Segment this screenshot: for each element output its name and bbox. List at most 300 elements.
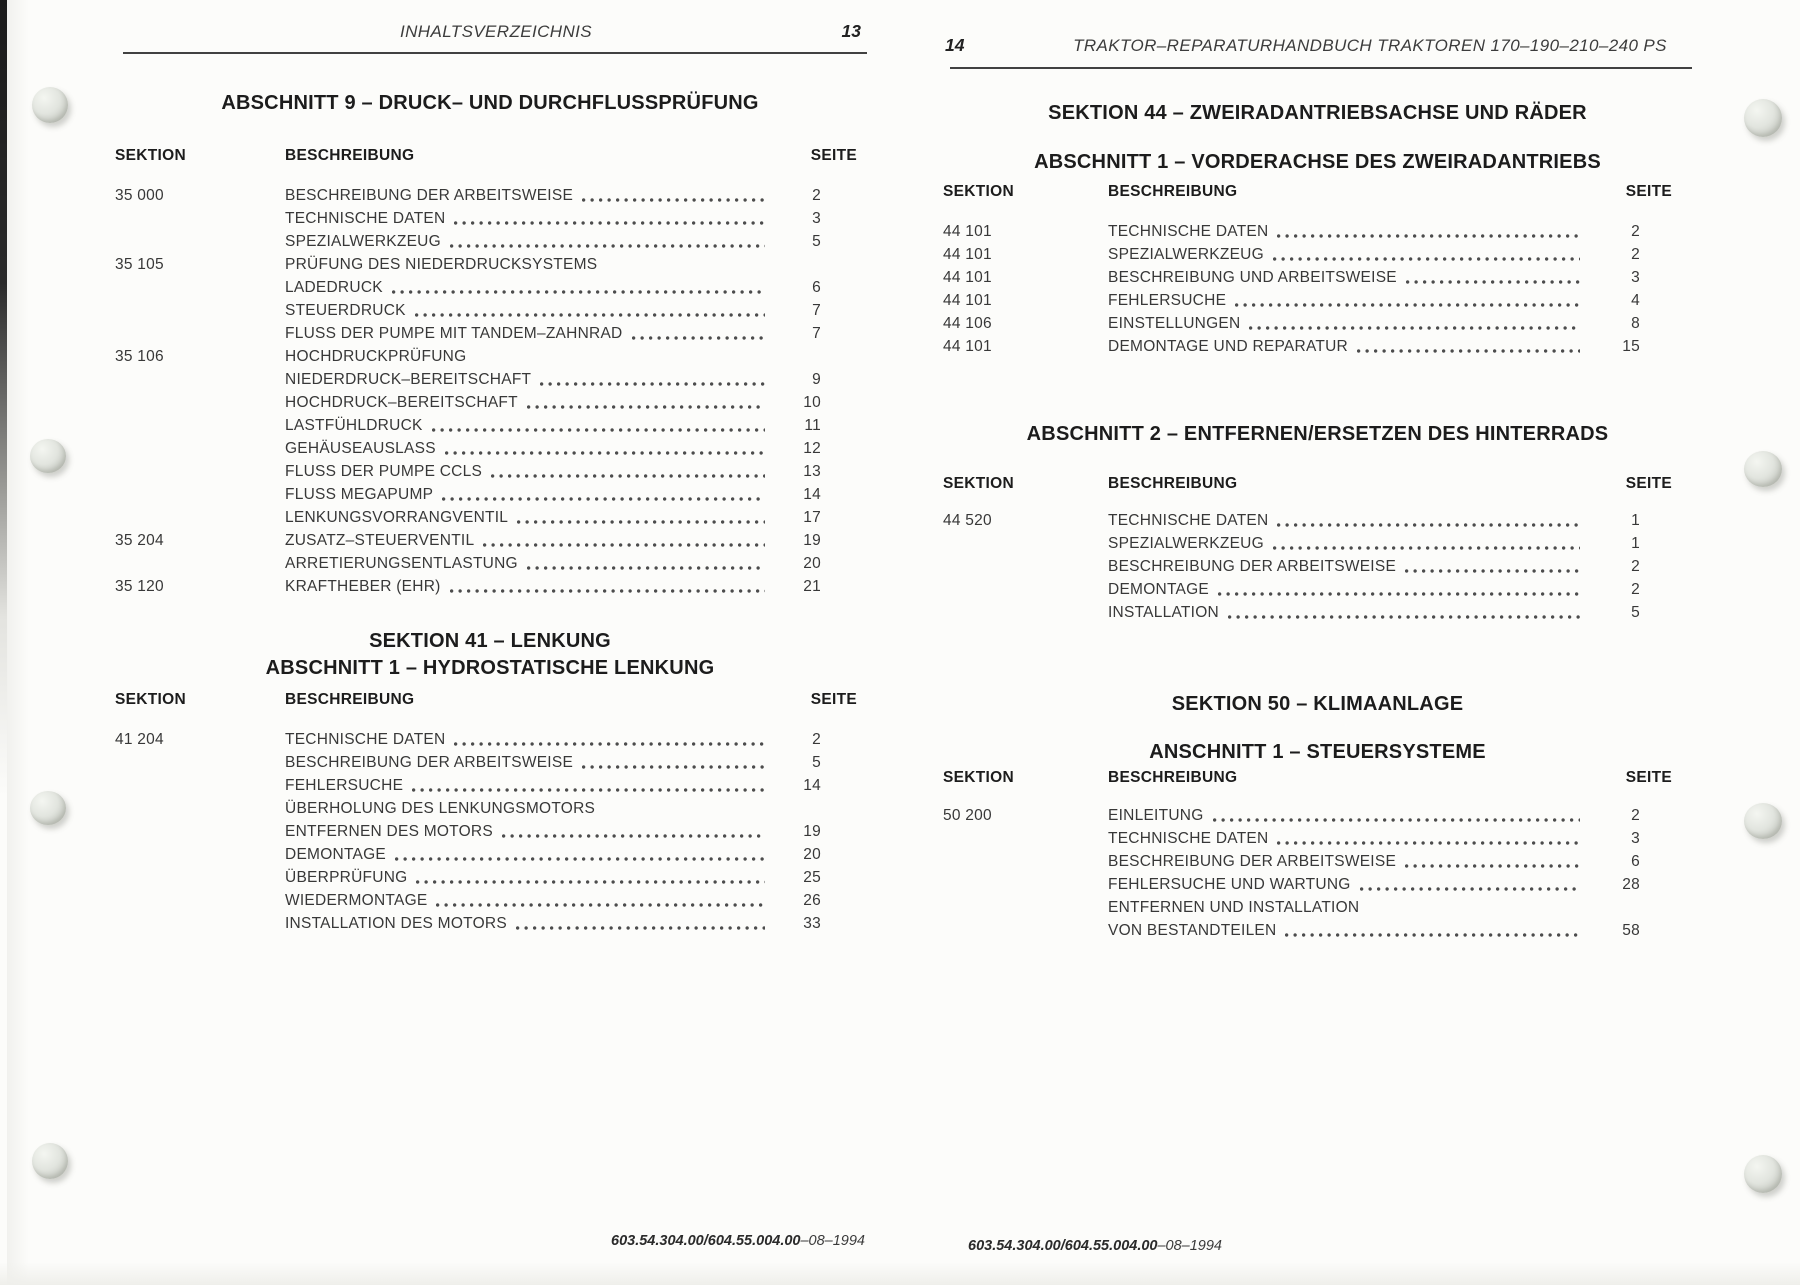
toc-row: [115, 506, 857, 529]
toc-row: [943, 873, 1672, 896]
row-sektion-code: [115, 299, 285, 322]
row-page-number: 1: [1631, 535, 1640, 552]
row-page-number: 10: [803, 394, 821, 411]
row-description-text: DEMONTAGE UND REPARATUR: [1108, 338, 1348, 355]
binder-hole: [1744, 1155, 1782, 1193]
row-description-text: WIEDERMONTAGE: [285, 892, 428, 909]
row-description: [285, 345, 767, 368]
column-header-beschreibung: BESCHREIBUNG: [1108, 183, 1238, 200]
row-description-text: TECHNISCHE DATEN: [1108, 223, 1269, 240]
toc-row: [943, 266, 1672, 289]
row-description: [1108, 873, 1582, 896]
row-description: [1108, 896, 1582, 919]
row-description-text: LASTFÜHLDRUCK: [285, 417, 423, 434]
row-description: [285, 866, 767, 889]
row-sektion-code: [115, 483, 285, 506]
row-description-text: ENTFERNEN UND INSTALLATION: [1108, 899, 1360, 916]
row-sektion-code: [115, 322, 285, 345]
toc-row: [115, 774, 857, 797]
dot-leader: [392, 289, 765, 295]
toc-row: [115, 345, 857, 368]
dot-leader: [442, 496, 765, 502]
row-description: [285, 253, 767, 276]
row-description: [285, 483, 767, 506]
row-sektion-code: 50 200: [943, 807, 992, 824]
column-header-sektion: SEKTION: [943, 183, 1014, 200]
row-sektion-code: [115, 820, 285, 843]
row-page-number: 19: [803, 532, 821, 549]
row-description: [1108, 266, 1582, 289]
toc-row: [943, 827, 1672, 850]
row-sektion-code: 44 520: [943, 512, 992, 529]
row-description-text: BESCHREIBUNG DER ARBEITSWEISE: [1108, 853, 1397, 870]
row-page-number: 14: [803, 486, 821, 503]
footer-code-right: 603.54.304.00/604.55.004.00: [968, 1238, 1158, 1254]
toc-row: [115, 575, 857, 598]
toc-row: [115, 751, 857, 774]
row-sektion-code: [115, 506, 285, 529]
row-sektion-code: [115, 207, 285, 230]
row-page-number: 33: [803, 915, 821, 932]
row-sektion-code: 35 000: [115, 187, 164, 204]
row-sektion-code: 35 105: [115, 256, 164, 273]
dot-leader: [454, 220, 765, 226]
row-page-number: [767, 345, 857, 368]
binder-hole: [30, 791, 66, 825]
section-title: SEKTION 41 – LENKUNG: [369, 630, 611, 652]
dot-leader: [632, 335, 766, 341]
dot-leader: [483, 542, 765, 548]
row-description-text: VON BESTANDTEILEN: [1108, 922, 1277, 939]
toc-row: [943, 804, 1672, 827]
row-description: [285, 207, 767, 230]
toc-row: [115, 207, 857, 230]
row-description: [1108, 578, 1582, 601]
toc-section: [930, 691, 1705, 942]
page-number-left: 13: [841, 21, 861, 41]
row-description: [1108, 919, 1582, 942]
dot-leader: [415, 312, 765, 318]
running-header-right: TRAKTOR–REPARATURHANDBUCH TRAKTOREN 170–190–210–240 PS: [1073, 36, 1667, 55]
row-description: [1108, 289, 1582, 312]
row-page-number: 2: [1631, 223, 1640, 240]
dot-leader: [1277, 840, 1580, 846]
row-description-text: SPEZIALWERKZEUG: [1108, 246, 1264, 263]
row-sektion-code: 35 120: [115, 578, 164, 595]
row-sektion-code: [115, 276, 285, 299]
column-header-row: [115, 691, 857, 728]
dot-leader: [1360, 886, 1580, 892]
row-description-text: BESCHREIBUNG DER ARBEITSWEISE: [1108, 558, 1397, 575]
row-description-text: KRAFTHEBER (EHR): [285, 578, 441, 595]
row-description: [285, 751, 767, 774]
footer-code-left: 603.54.304.00/604.55.004.00: [611, 1233, 801, 1249]
row-description-text: INSTALLATION DES MOTORS: [285, 915, 507, 932]
toc-row: [943, 289, 1672, 312]
toc-row: [115, 483, 857, 506]
row-sektion-code: 44 101: [943, 338, 992, 355]
row-page-number: 2: [1631, 558, 1640, 575]
dot-leader: [1273, 256, 1580, 262]
row-sektion-code: [943, 896, 1108, 919]
row-description-text: FEHLERSUCHE: [1108, 292, 1227, 309]
row-description-text: FLUSS DER PUMPE MIT TANDEM–ZAHNRAD: [285, 325, 623, 342]
row-description: [285, 368, 767, 391]
toc-row: [115, 322, 857, 345]
row-sektion-code: [943, 532, 1108, 555]
page-footer-right: [968, 1238, 1222, 1254]
row-description: [1108, 532, 1582, 555]
row-description-text: BESCHREIBUNG UND ARBEITSWEISE: [1108, 269, 1397, 286]
row-description: [285, 529, 767, 552]
header-rule-right: [950, 67, 1692, 69]
row-page-number: 3: [812, 210, 821, 227]
row-description-text: NIEDERDRUCK–BEREITSCHAFT: [285, 371, 532, 388]
row-description: [285, 506, 767, 529]
footer-date-left: –08–1994: [800, 1233, 865, 1249]
toc-section: [95, 90, 885, 598]
dot-leader: [436, 902, 765, 908]
row-description-text: STEUERDRUCK: [285, 302, 406, 319]
toc-row: [115, 230, 857, 253]
row-description: [285, 774, 767, 797]
toc-row: [115, 529, 857, 552]
row-description: [285, 552, 767, 575]
toc-row: [115, 391, 857, 414]
row-sektion-code: 44 101: [943, 269, 992, 286]
row-sektion-code: [115, 912, 285, 935]
section-title: SEKTION 44 – ZWEIRADANTRIEBSACHSE UND RÄDER: [1048, 102, 1587, 124]
row-description: [285, 797, 767, 820]
row-page-number: 2: [1631, 246, 1640, 263]
scan-shading-left: [7, 0, 29, 1285]
row-sektion-code: [115, 866, 285, 889]
row-description: [285, 276, 767, 299]
row-sektion-code: [115, 368, 285, 391]
dot-leader: [445, 450, 765, 456]
toc-row: [115, 866, 857, 889]
dot-leader: [516, 925, 765, 931]
toc-row: [115, 299, 857, 322]
toc-row: [115, 912, 857, 935]
row-sektion-code: 44 101: [943, 292, 992, 309]
row-sektion-code: [943, 827, 1108, 850]
row-description-text: FLUSS MEGAPUMP: [285, 486, 434, 503]
row-description-text: TECHNISCHE DATEN: [285, 731, 446, 748]
column-header-seite: SEITE: [1625, 769, 1672, 786]
section-title: ABSCHNITT 1 – HYDROSTATISCHE LENKUNG: [265, 657, 715, 679]
row-page-number: 7: [812, 325, 821, 342]
row-description-text: ÜBERHOLUNG DES LENKUNGSMOTORS: [285, 800, 596, 817]
toc-row: [943, 601, 1672, 624]
row-sektion-code: 44 101: [943, 246, 992, 263]
row-page-number: 9: [812, 371, 821, 388]
binder-hole: [1744, 99, 1782, 137]
page-footer-left: [611, 1233, 865, 1249]
row-sektion-code: [943, 873, 1108, 896]
row-page-number: 3: [1631, 269, 1640, 286]
dot-leader: [395, 856, 765, 862]
dot-leader: [1277, 522, 1580, 528]
row-page-number: 14: [803, 777, 821, 794]
toc-row: [943, 220, 1672, 243]
toc-row: [943, 312, 1672, 335]
row-page-number: 15: [1622, 338, 1640, 355]
column-header-row: [943, 769, 1672, 804]
toc-section: [930, 100, 1705, 358]
row-description: [1108, 509, 1582, 532]
row-sektion-code: 35 106: [115, 348, 164, 365]
dot-leader: [1277, 233, 1580, 239]
dot-leader: [491, 473, 765, 479]
row-description-text: PRÜFUNG DES NIEDERDRUCKSYSTEMS: [285, 256, 598, 273]
row-page-number: 20: [803, 846, 821, 863]
dot-leader: [527, 565, 765, 571]
dot-leader: [1213, 817, 1580, 823]
row-page-number: 5: [1631, 604, 1640, 621]
dot-leader: [540, 381, 765, 387]
row-description: [285, 322, 767, 345]
section-title: ANSCHNITT 1 – STEUERSYSTEME: [1149, 741, 1486, 763]
row-page-number: 2: [1631, 807, 1640, 824]
row-description-text: TECHNISCHE DATEN: [285, 210, 446, 227]
binder-hole: [32, 1143, 68, 1179]
row-sektion-code: 44 101: [943, 223, 992, 240]
row-page-number: 26: [803, 892, 821, 909]
column-header-row: [115, 147, 857, 184]
toc-row: [943, 335, 1672, 358]
dot-leader: [1249, 325, 1580, 331]
row-page-number: 13: [803, 463, 821, 480]
header-rule-left: [123, 52, 867, 54]
column-header-row: [943, 183, 1672, 220]
row-description: [285, 820, 767, 843]
toc-section: [930, 421, 1705, 624]
row-page-number: [1582, 896, 1672, 919]
row-description-text: EINLEITUNG: [1108, 807, 1204, 824]
row-sektion-code: [943, 555, 1108, 578]
row-sektion-code: [115, 460, 285, 483]
row-description-text: FEHLERSUCHE: [285, 777, 404, 794]
row-description-text: FEHLERSUCHE UND WARTUNG: [1108, 876, 1351, 893]
row-description-text: ARRETIERUNGSENTLASTUNG: [285, 555, 518, 572]
row-description-text: TECHNISCHE DATEN: [1108, 512, 1269, 529]
page-number-right: 14: [945, 35, 965, 55]
dot-leader: [1228, 614, 1580, 620]
row-page-number: 20: [803, 555, 821, 572]
dot-leader: [1405, 568, 1580, 574]
row-sektion-code: [943, 850, 1108, 873]
column-header-seite: SEITE: [810, 691, 857, 708]
row-description: [1108, 827, 1582, 850]
column-header-beschreibung: BESCHREIBUNG: [285, 147, 415, 164]
row-sektion-code: [115, 414, 285, 437]
toc-row: [115, 460, 857, 483]
row-sektion-code: [115, 391, 285, 414]
row-description-text: HOCHDRUCK–BEREITSCHAFT: [285, 394, 518, 411]
dot-leader: [582, 197, 765, 203]
column-header-sektion: SEKTION: [115, 691, 186, 708]
row-page-number: 19: [803, 823, 821, 840]
toc-row: [115, 728, 857, 751]
row-description: [1108, 243, 1582, 266]
row-description: [1108, 804, 1582, 827]
column-header-beschreibung: BESCHREIBUNG: [1108, 769, 1238, 786]
row-sektion-code: [115, 774, 285, 797]
dot-leader: [1218, 591, 1580, 597]
row-description-text: BESCHREIBUNG DER ARBEITSWEISE: [285, 754, 574, 771]
row-description: [285, 912, 767, 935]
row-description-text: BESCHREIBUNG DER ARBEITSWEISE: [285, 187, 574, 204]
row-sektion-code: [115, 797, 285, 820]
row-description: [285, 414, 767, 437]
row-description-text: SPEZIALWERKZEUG: [285, 233, 441, 250]
toc-row: [115, 437, 857, 460]
column-header-seite: SEITE: [1625, 475, 1672, 492]
row-page-number: 2: [1631, 581, 1640, 598]
dot-leader: [450, 588, 765, 594]
row-sektion-code: 35 204: [115, 532, 164, 549]
dot-leader: [412, 787, 765, 793]
toc-row: [115, 414, 857, 437]
row-page-number: 1: [1631, 512, 1640, 529]
row-sektion-code: [943, 919, 1108, 942]
dot-leader: [450, 243, 765, 249]
scanner-edge-strip: [0, 0, 7, 1285]
binder-hole: [1744, 803, 1782, 839]
row-sektion-code: [943, 601, 1108, 624]
row-description-text: EINSTELLUNGEN: [1108, 315, 1241, 332]
row-sektion-code: 41 204: [115, 731, 164, 748]
column-header-seite: SEITE: [1625, 183, 1672, 200]
row-page-number: 28: [1622, 876, 1640, 893]
row-description-text: ENTFERNEN DES MOTORS: [285, 823, 493, 840]
dot-leader: [454, 741, 765, 747]
row-sektion-code: [115, 889, 285, 912]
toc-row: [115, 552, 857, 575]
toc-row: [115, 253, 857, 276]
column-header-row: [943, 475, 1672, 509]
row-description: [285, 299, 767, 322]
row-description-text: INSTALLATION: [1108, 604, 1219, 621]
footer-date-right: –08–1994: [1157, 1238, 1222, 1254]
row-description-text: DEMONTAGE: [1108, 581, 1209, 598]
toc-row: [943, 532, 1672, 555]
row-sektion-code: [115, 751, 285, 774]
binder-hole: [30, 439, 66, 473]
dot-leader: [416, 879, 765, 885]
row-description-text: ZUSATZ–STEUERVENTIL: [285, 532, 475, 549]
row-description-text: GEHÄUSEAUSLASS: [285, 440, 436, 457]
row-description: [1108, 312, 1582, 335]
row-description: [1108, 601, 1582, 624]
row-page-number: 12: [803, 440, 821, 457]
column-header-seite: SEITE: [810, 147, 857, 164]
row-description: [285, 575, 767, 598]
row-description-text: LADEDRUCK: [285, 279, 383, 296]
column-header-beschreibung: BESCHREIBUNG: [1108, 475, 1238, 492]
row-sektion-code: [943, 578, 1108, 601]
toc-row: [943, 919, 1672, 942]
row-page-number: 17: [803, 509, 821, 526]
row-page-number: 25: [803, 869, 821, 886]
row-description: [285, 391, 767, 414]
row-description: [285, 889, 767, 912]
row-page-number: 58: [1622, 922, 1640, 939]
dot-leader: [1406, 279, 1580, 285]
toc-section: [95, 628, 885, 935]
binder-hole: [1744, 451, 1782, 487]
row-page-number: 2: [812, 187, 821, 204]
toc-row: [943, 555, 1672, 578]
column-header-sektion: SEKTION: [943, 475, 1014, 492]
dot-leader: [432, 427, 765, 433]
dot-leader: [527, 404, 765, 410]
row-sektion-code: [115, 437, 285, 460]
column-header-beschreibung: BESCHREIBUNG: [285, 691, 415, 708]
section-title: SEKTION 50 – KLIMAANLAGE: [1171, 693, 1464, 715]
toc-row: [943, 509, 1672, 532]
toc-row: [115, 820, 857, 843]
dot-leader: [517, 519, 765, 525]
row-page-number: 11: [804, 417, 821, 434]
dot-leader: [1357, 348, 1580, 354]
row-description: [285, 184, 767, 207]
toc-row: [115, 843, 857, 866]
row-page-number: 7: [812, 302, 821, 319]
row-description-text: TECHNISCHE DATEN: [1108, 830, 1269, 847]
toc-row: [115, 368, 857, 391]
binder-hole: [32, 87, 68, 123]
right-page: [930, 0, 1705, 1285]
toc-row: [943, 578, 1672, 601]
row-description: [1108, 850, 1582, 873]
toc-row: [115, 276, 857, 299]
row-sektion-code: [115, 552, 285, 575]
row-page-number: 5: [812, 233, 821, 250]
dot-leader: [582, 764, 765, 770]
toc-row: [115, 797, 857, 820]
row-description-text: DEMONTAGE: [285, 846, 386, 863]
row-page-number: 6: [812, 279, 821, 296]
row-sektion-code: [115, 230, 285, 253]
column-header-sektion: SEKTION: [115, 147, 186, 164]
section-title: ABSCHNITT 2 – ENTFERNEN/ERSETZEN DES HINTERRADS: [1026, 423, 1609, 445]
section-title: ABSCHNITT 1 – VORDERACHSE DES ZWEIRADANTRIEBS: [1034, 151, 1601, 173]
row-page-number: 21: [803, 578, 821, 595]
row-description: [1108, 220, 1582, 243]
dot-leader: [1285, 932, 1580, 938]
row-page-number: 2: [812, 731, 821, 748]
row-sektion-code: 44 106: [943, 315, 992, 332]
row-description: [1108, 335, 1582, 358]
dot-leader: [1235, 302, 1580, 308]
row-description: [285, 437, 767, 460]
row-page-number: 3: [1631, 830, 1640, 847]
toc-row: [115, 889, 857, 912]
row-description: [285, 728, 767, 751]
row-description: [285, 230, 767, 253]
row-description: [285, 843, 767, 866]
section-title: ABSCHNITT 9 – DRUCK– UND DURCHFLUSSPRÜFUNG: [221, 92, 759, 114]
row-page-number: 5: [812, 754, 821, 771]
row-description-text: FLUSS DER PUMPE CCLS: [285, 463, 483, 480]
running-header-left: INHALTSVERZEICHNIS: [399, 22, 593, 41]
row-description: [285, 460, 767, 483]
row-page-number: 4: [1631, 292, 1640, 309]
left-page: [95, 0, 885, 1285]
row-page-number: 8: [1631, 315, 1640, 332]
